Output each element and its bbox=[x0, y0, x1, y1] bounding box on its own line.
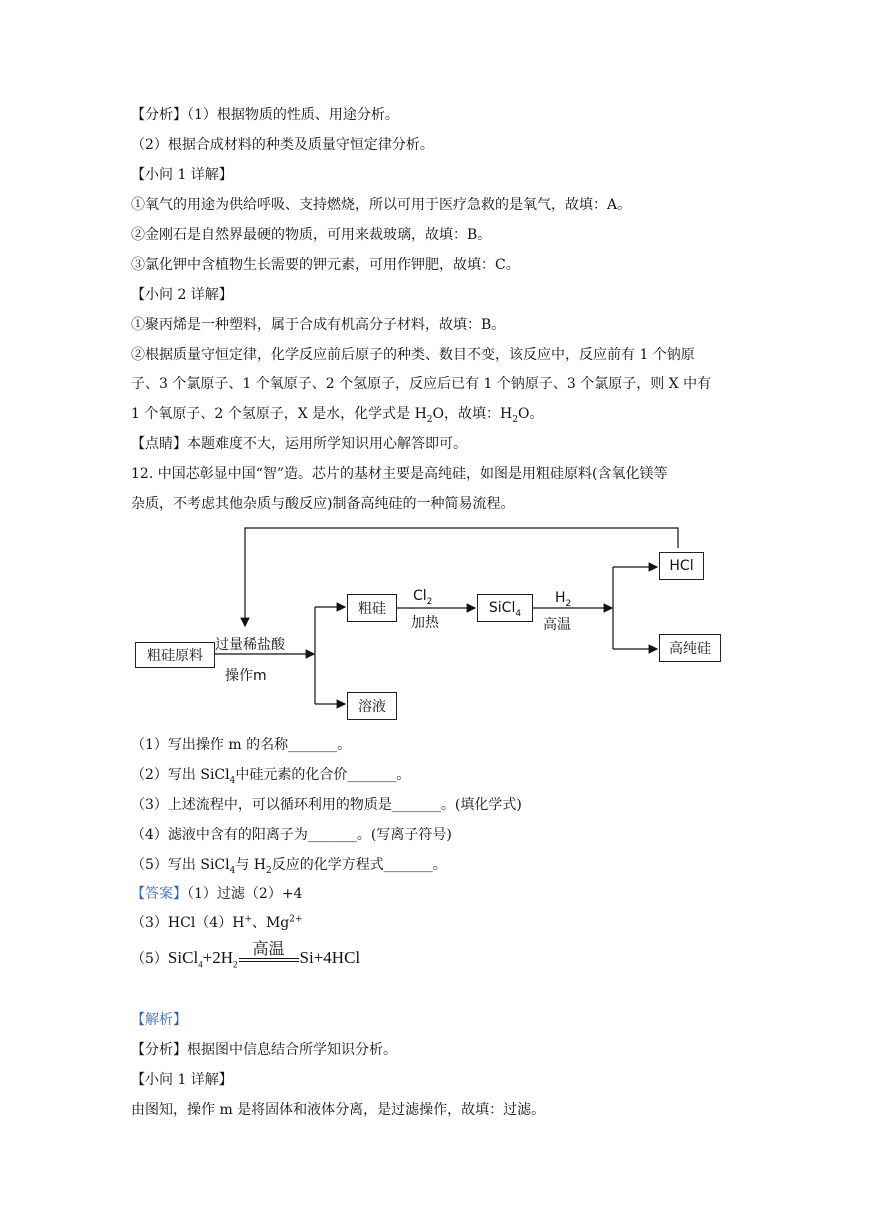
text-segment: O，故填：H bbox=[432, 406, 513, 422]
crude-silicon-box bbox=[347, 594, 397, 622]
text-segment: 【小问 1 详解】 bbox=[131, 167, 233, 183]
text-line bbox=[131, 494, 514, 514]
text-segment: ②金刚石是自然界最硬的物质，可用来裁玻璃，故填：B。 bbox=[131, 227, 492, 243]
text-segment: 【分析】 bbox=[131, 107, 187, 123]
text-segment: ①氧气的用途为供给呼吸、支持燃烧，所以可用于医疗急救的是氧气，故填：A。 bbox=[131, 197, 632, 213]
text-segment: （1）根据物质的性质、用途分析。 bbox=[187, 107, 399, 123]
text-line bbox=[131, 1040, 397, 1060]
hcl-box bbox=[659, 552, 704, 580]
sicl4-box bbox=[477, 594, 533, 622]
text-line bbox=[131, 404, 543, 424]
solution-box bbox=[347, 692, 397, 720]
text-segment: 与 H bbox=[235, 857, 267, 873]
raw-material-box bbox=[135, 642, 215, 668]
text-segment: 2 bbox=[512, 414, 518, 425]
equation-condition-text: 高温 bbox=[252, 939, 285, 958]
text-line bbox=[131, 795, 522, 815]
text-segment: 【答案】 bbox=[131, 886, 187, 902]
text-line bbox=[131, 464, 668, 484]
text-segment: ②根据质量守恒定律，化学反应前后原子的种类、数目不变，该反应中，反应前有 1 个钠原 bbox=[131, 347, 695, 363]
text-segment: 、Mg bbox=[251, 915, 290, 931]
text-line bbox=[131, 315, 505, 335]
text-segment: 由图知，操作 m 是将固体和液体分离，是过滤操作，故填：过滤。 bbox=[131, 1102, 546, 1118]
text-segment: （3）HCl（4）H bbox=[131, 915, 245, 931]
text-segment: 子、3 个氯原子、1 个氧原子、2 个氢原子，反应后已有 1 个钠原子、3 个氯原子，则 X 中有 bbox=[131, 376, 712, 392]
raw-material-label: 粗硅原料 bbox=[147, 648, 203, 664]
text-segment: （1）写出操作 m 的名称_______。 bbox=[131, 737, 352, 753]
text-line bbox=[131, 135, 434, 155]
equation-hydrogen-sub: 2 bbox=[233, 959, 238, 970]
text-segment: （4）滤液中含有的阳离子为_______。(写离子符号) bbox=[131, 827, 452, 843]
crude-silicon-label: 粗硅 bbox=[358, 601, 386, 617]
high-temp-label: 高温 bbox=[543, 617, 571, 633]
text-segment: 【解析】 bbox=[131, 1012, 187, 1028]
text-segment: 4 bbox=[229, 775, 236, 786]
acid-label: 过量稀盐酸 bbox=[215, 637, 285, 653]
hcl-label: HCl bbox=[669, 558, 694, 574]
text-segment: 【分析】根据图中信息结合所学知识分析。 bbox=[131, 1042, 397, 1058]
text-line bbox=[131, 765, 410, 785]
text-line bbox=[131, 165, 233, 185]
sicl4-label: SiCl$_4$ bbox=[488, 600, 522, 619]
process-flow-diagram bbox=[131, 524, 741, 724]
h2-label: $H_2$ bbox=[555, 590, 572, 609]
text-segment: 【小问 2 详解】 bbox=[131, 287, 233, 303]
text-segment: 中硅元素的化合价_______。 bbox=[235, 767, 411, 783]
equation-reactant: SiCl bbox=[167, 948, 199, 967]
text-segment: （3）上述流程中，可以循环利用的物质是_______。(填化学式) bbox=[131, 797, 522, 813]
text-line bbox=[131, 884, 302, 904]
text-line bbox=[131, 255, 520, 275]
text-line bbox=[131, 735, 351, 755]
operation-m-label: 操作m bbox=[225, 668, 267, 684]
text-line bbox=[131, 195, 631, 215]
chemical-equation bbox=[131, 939, 361, 970]
text-line bbox=[131, 105, 399, 125]
equation-prefix: （5） bbox=[131, 951, 168, 967]
solution-label: 溶液 bbox=[358, 699, 386, 715]
text-line bbox=[131, 225, 491, 245]
text-line bbox=[131, 345, 695, 365]
text-line bbox=[131, 374, 711, 394]
text-line bbox=[131, 1100, 545, 1120]
heating-label: 加热 bbox=[411, 615, 439, 631]
text-segment: 【点睛】本题难度不大，运用所学知识用心解答即可。 bbox=[131, 436, 467, 452]
text-segment: O。 bbox=[517, 406, 544, 422]
equation-condition bbox=[239, 939, 299, 968]
equation-reactant-sub: 4 bbox=[198, 959, 203, 970]
text-segment: ③氯化钾中含植物生长需要的钾元素，可用作钾肥，故填：C。 bbox=[131, 257, 520, 273]
text-segment: 反应的化学方程式_______。 bbox=[271, 857, 447, 873]
pure-silicon-box bbox=[659, 634, 721, 662]
text-segment: 1 个氧原子、2 个氢原子，X 是水，化学式是 H bbox=[131, 406, 427, 422]
text-segment: 2 bbox=[266, 865, 272, 876]
text-line bbox=[131, 434, 467, 454]
text-segment: （1）过滤（2）+4 bbox=[187, 886, 303, 902]
text-line bbox=[131, 1010, 187, 1030]
text-segment: （2）写出 SiCl bbox=[131, 767, 230, 783]
text-segment: 【小问 1 详解】 bbox=[131, 1072, 233, 1088]
cl2-label: $Cl_2$ bbox=[413, 588, 433, 607]
text-line bbox=[131, 913, 303, 933]
text-line bbox=[131, 1070, 233, 1090]
text-line bbox=[131, 285, 233, 305]
pure-silicon-label: 高纯硅 bbox=[669, 641, 711, 657]
text-segment: （2）根据合成材料的种类及质量守恒定律分析。 bbox=[131, 137, 434, 153]
text-segment: 杂质，不考虑其他杂质与酸反应)制备高纯硅的一种简易流程。 bbox=[131, 496, 515, 512]
text-segment: 4 bbox=[229, 865, 236, 876]
equation-hydrogen: +2H bbox=[202, 948, 234, 967]
text-segment: （5）写出 SiCl bbox=[131, 857, 230, 873]
text-line bbox=[131, 855, 447, 875]
text-segment: + bbox=[244, 914, 252, 925]
text-line bbox=[131, 825, 452, 845]
text-segment: 12. 中国芯彰显中国“智”造。芯片的基材主要是高纯硅，如图是用粗硅原料(含氧化镁等 bbox=[131, 466, 668, 482]
text-segment: 2 bbox=[426, 414, 433, 425]
equation-products: Si+4HCl bbox=[299, 948, 361, 967]
text-segment: 2+ bbox=[289, 914, 303, 925]
text-segment: ①聚丙烯是一种塑料，属于合成有机高分子材料，故填：B。 bbox=[131, 317, 506, 333]
